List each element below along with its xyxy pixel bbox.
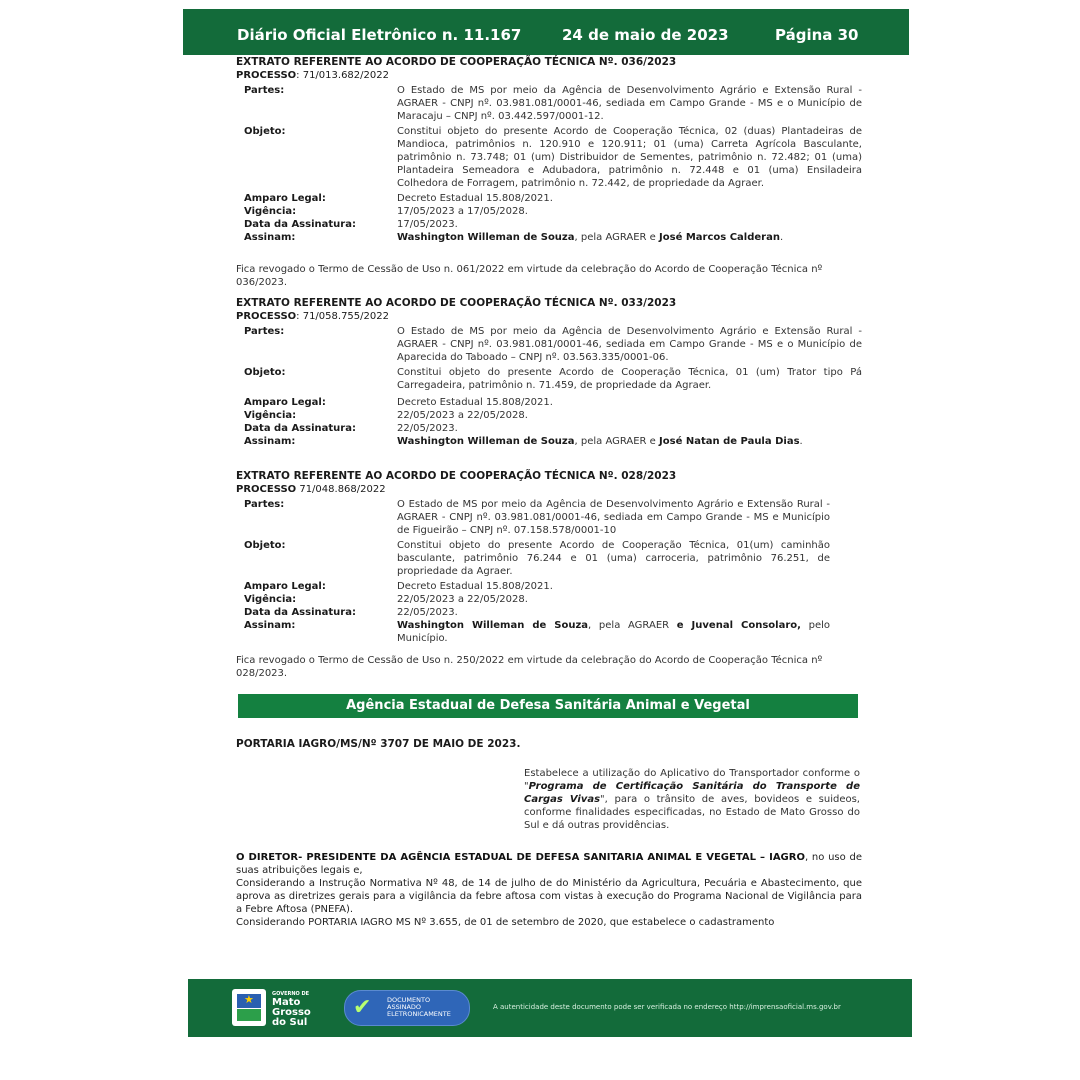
sign-mid: , pela AGRAER e — [574, 232, 660, 243]
issue-date: 24 de maio de 2023 — [562, 26, 729, 44]
data-text: 22/05/2023. — [397, 607, 458, 618]
objeto-text: Constitui objeto do presente Acordo de Cooperação Técnica, 01(um) caminhão basculante, patrimônio 76.244 e 01 (uma) carroceria, patrimônio 76.251, de propriedade da Agraer. — [397, 540, 830, 577]
processo-line — [236, 483, 862, 496]
signed-badge — [344, 990, 470, 1026]
body-considering-1: Considerando a Instrução Normativa Nº 48, de 14 de julho de do Ministério da Agricultura, Pecuária e Abastecimento, que aprova as diretrizes gerais para a vigilância da febre aftosa com vistas à execução do Programa Nacional de Vigilância para a Febre Aftosa (PNEFA). — [236, 878, 862, 915]
extract-028 — [236, 470, 862, 680]
assinam-label: Assinam: — [244, 620, 296, 631]
signatory-1: Washington Willeman de Souza — [397, 232, 575, 243]
partes-text: O Estado de MS por meio da Agência de Desenvolvimento Agrário e Extensão Rural - AGRAER - CNPJ nº. 03.981.081/0001-46, sediada em Campo Grande - MS e o Município de Aparecida do Taboado – CNPJ nº. 03.563.335/0001-06. — [397, 326, 862, 363]
data-label: Data da Assinatura: — [244, 607, 356, 618]
ementa-program-name: Programa de Certificação Sanitária do Transporte de Cargas Vivas — [524, 781, 860, 805]
body-director: O DIRETOR- PRESIDENTE DA AGÊNCIA ESTADUAL DE DEFESA SANITARIA ANIMAL E VEGETAL – IAGRO — [236, 852, 805, 863]
partes-text: O Estado de MS por meio da Agência de Desenvolvimento Agrário e Extensão Rural - AGRAER - CNPJ nº. 03.981.081/0001-46, sediada em Campo Grande - MS e o Município de Maracaju – CNPJ nº. 03.442.597/0001-12. — [397, 85, 862, 122]
sign-mid: , pela AGRAER e — [574, 436, 660, 447]
extract-title: EXTRATO REFERENTE AO ACORDO DE COOPERAÇÃO TÉCNICA Nº. 033/2023 — [236, 297, 677, 309]
amparo-label: Amparo Legal: — [244, 581, 326, 592]
extract-title: EXTRATO REFERENTE AO ACORDO DE COOPERAÇÃO TÉCNICA Nº. 036/2023 — [236, 56, 677, 68]
revocation-note: Fica revogado o Termo de Cessão de Uso n. 250/2022 em virtude da celebração do Acordo de Cooperação Técnica nº 028/2023. — [236, 655, 823, 679]
agency-banner: Agência Estadual de Defesa Sanitária Animal e Vegetal — [238, 694, 858, 718]
signatory-1: Washington Willeman de Souza — [397, 620, 589, 631]
portaria-title: PORTARIA IAGRO/MS/Nº 3707 DE MAIO DE 2023. — [236, 738, 521, 750]
amparo-text: Decreto Estadual 15.808/2021. — [397, 397, 553, 408]
sign-end: . — [799, 436, 803, 447]
objeto-text: Constitui objeto do presente Acordo de Cooperação Técnica, 01 (um) Trator tipo Pá Carregadeira, patrimônio n. 71.459, de propriedade da Agraer. — [397, 367, 862, 391]
amparo-label: Amparo Legal: — [244, 397, 326, 408]
check-icon: ✔ — [353, 995, 372, 1020]
document-body — [236, 56, 862, 929]
assinam-text — [397, 231, 862, 244]
gov-line-3: do Sul — [272, 1017, 308, 1028]
sign-end: pelo Município. — [397, 620, 831, 644]
sign-mid: , pela AGRAER — [588, 620, 677, 631]
signed-line-1: DOCUMENTO — [387, 996, 431, 1004]
state-flag-icon: ★ — [232, 989, 266, 1026]
body-attributions: , no uso de suas atribuições legais e, — [236, 852, 862, 876]
vigencia-label: Vigência: — [244, 594, 297, 605]
government-logo — [272, 990, 311, 1028]
partes-text: O Estado de MS por meio da Agência de Desenvolvimento Agrário e Extensão Rural - AGRAER - CNPJ nº. 03.981.081/0001-46, sediada em Campo Grande - MS e Município de Figueirão – CNPJ nº. 07.158.578/0001-10 — [397, 499, 830, 536]
extract-036 — [236, 56, 862, 289]
page-number: Página 30 — [775, 26, 859, 44]
objeto-label: Objeto: — [244, 126, 286, 137]
amparo-text: Decreto Estadual 15.808/2021. — [397, 581, 553, 592]
portaria-ementa — [524, 767, 860, 832]
body-preamble — [236, 851, 862, 877]
data-label: Data da Assinatura: — [244, 219, 356, 230]
vigencia-label: Vigência: — [244, 410, 297, 421]
vigencia-text: 22/05/2023 a 22/05/2028. — [397, 594, 528, 605]
signed-line-3: ELETRONICAMENTE — [387, 1010, 451, 1018]
vigencia-text: 22/05/2023 a 22/05/2028. — [397, 410, 528, 421]
processo-value: : 71/058.755/2022 — [296, 311, 389, 322]
partes-label: Partes: — [244, 499, 285, 510]
ementa-part-a: Estabelece a utilização do Aplicativo do Transportador conforme o " — [524, 768, 860, 792]
processo-label: PROCESSO — [236, 70, 297, 81]
ementa-part-c: ", para o trânsito de aves, bovideos e suideos, conforme finalidades especificadas, no Estado de Mato Grosso do Sul e dá outras providências. — [524, 794, 860, 831]
vigencia-label: Vigência: — [244, 206, 297, 217]
extract-033 — [236, 297, 862, 448]
objeto-label: Objeto: — [244, 540, 286, 551]
amparo-label: Amparo Legal: — [244, 193, 326, 204]
gov-line-1: Mato — [272, 997, 301, 1008]
assinam-label: Assinam: — [244, 232, 296, 243]
assinam-label: Assinam: — [244, 436, 296, 447]
amparo-text: Decreto Estadual 15.808/2021. — [397, 193, 553, 204]
data-label: Data da Assinatura: — [244, 423, 356, 434]
sign-end: . — [779, 232, 784, 243]
processo-line — [236, 310, 862, 323]
extract-title: EXTRATO REFERENTE AO ACORDO DE COOPERAÇÃO TÉCNICA Nº. 028/2023 — [236, 470, 677, 482]
processo-value: 71/048.868/2022 — [296, 484, 386, 495]
vigencia-text: 17/05/2023 a 17/05/2028. — [397, 206, 528, 217]
processo-value: : 71/013.682/2022 — [296, 70, 389, 81]
gov-small: GOVERNO DE — [272, 991, 310, 997]
signatory-2: José Natan de Paula Dias — [659, 436, 800, 447]
partes-label: Partes: — [244, 326, 285, 337]
revocation-note: Fica revogado o Termo de Cessão de Uso n. 061/2022 em virtude da celebração do Acordo de Cooperação Técnica nº 036/2023. — [236, 264, 823, 288]
assinam-text — [397, 619, 862, 645]
processo-label: PROCESSO — [236, 311, 297, 322]
page-header — [183, 9, 909, 55]
body-considering-2: Considerando PORTARIA IAGRO MS Nº 3.655, de 01 de setembro de 2020, que estabelece o cadastramento — [236, 917, 775, 928]
authenticity-note: A autenticidade deste documento pode ser verificada no endereço http://imprensaoficial.ms.gov.br — [493, 1003, 841, 1011]
assinam-text — [397, 435, 862, 448]
journal-title: Diário Oficial Eletrônico n. 11.167 — [237, 26, 522, 44]
portaria-body — [236, 851, 862, 929]
data-text: 22/05/2023. — [397, 423, 458, 434]
page-footer — [188, 979, 912, 1037]
objeto-label: Objeto: — [244, 367, 286, 378]
data-text: 17/05/2023. — [397, 219, 458, 230]
processo-label: PROCESSO — [236, 484, 297, 495]
processo-line — [236, 69, 862, 82]
partes-label: Partes: — [244, 85, 285, 96]
signatory-1: Washington Willeman de Souza — [397, 436, 575, 447]
objeto-text: Constitui objeto do presente Acordo de Cooperação Técnica, 02 (duas) Plantadeiras de Mandioca, patrimônios n. 120.910 e 120.911; 01 (uma) Carreta Agrícola Basculante, patrimônio n. 73.748; 01 (um) Distribuidor de Sementes, patrimônio n. 72.482; 01 (uma) Plantadeira Semeadora e Adubadora, patrimônio n. 72.448 e 01 (uma) Ensiladeira Colhedora de Forragem, patrimônio n. 72.442, de propriedade da Agraer. — [397, 126, 862, 189]
gov-line-2: Grosso — [272, 1007, 311, 1018]
signatory-2: José Marcos Calderan — [659, 232, 780, 243]
signatory-2: e Juvenal Consolaro, — [676, 620, 801, 631]
signed-line-2: ASSINADO — [387, 1003, 422, 1011]
